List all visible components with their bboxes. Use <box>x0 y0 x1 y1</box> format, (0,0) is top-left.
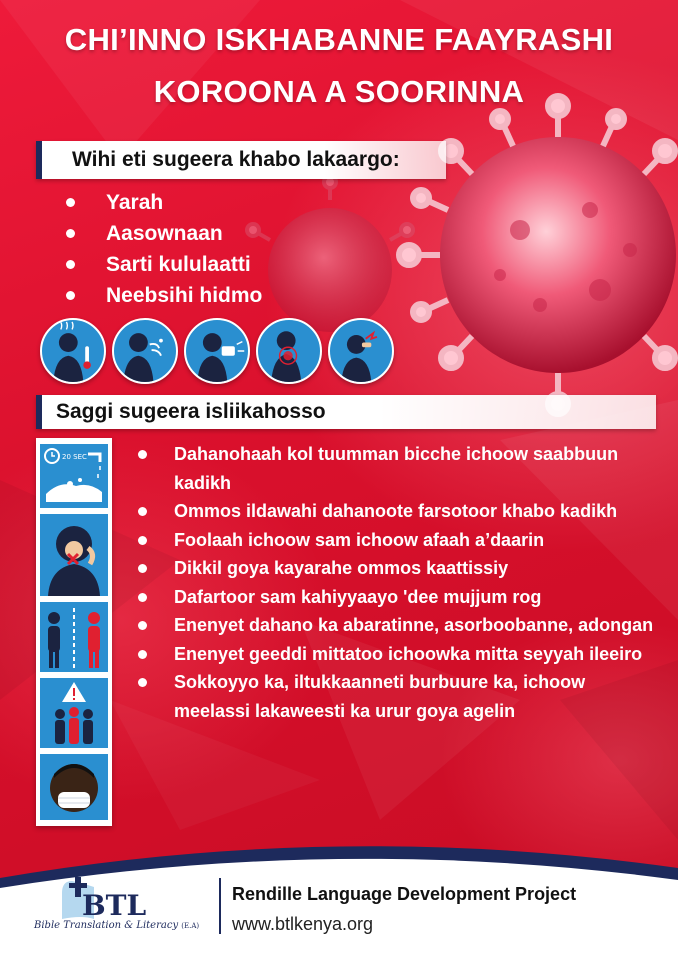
prevention-item: Sokkoyyo ka, iltukkaanneti burbuure ka, ichoow meelassi lakaweesti ka urur goya agelin <box>138 668 658 725</box>
project-name: Rendille Language Development Project <box>232 884 577 904</box>
logo-caption-suffix: (E.A) <box>181 922 200 930</box>
prevention-item: Enenyet dahano ka abaratinne, asorboobanne, adongan <box>138 611 658 640</box>
prevention-list <box>138 440 658 725</box>
symptoms-heading: Wihi eti sugeera khabo lakaargo: <box>36 141 446 179</box>
title-line-1: CHI’INNO ISKHABANNE FAAYRASHI <box>64 22 614 57</box>
sneeze-icon <box>184 318 250 384</box>
fever-icon <box>40 318 106 384</box>
prevention-item: Dikkil goya kayarahe ommos kaattissiy <box>138 554 658 583</box>
symptoms-list <box>66 187 262 311</box>
prevention-item: Dahanohaah kol tuumman bicche ichoow saabbuun kadikh <box>138 440 658 497</box>
symptom-item: Yarah <box>66 187 262 218</box>
avoid-crowds-icon <box>40 678 108 748</box>
cough-icon <box>112 318 178 384</box>
timer-label: 20 SEC <box>62 453 87 461</box>
handwashing-icon <box>40 444 108 508</box>
prevention-item: Enenyet geeddi mittatoo ichoowka mitta seyyah ileeiro <box>138 640 658 669</box>
prevention-heading: Saggi sugeera isliikahosso <box>36 395 656 429</box>
symptom-item: Sarti kululaatti <box>66 249 262 280</box>
footer-divider <box>219 878 221 934</box>
logo-caption-text: Bible Translation & Literacy <box>34 920 179 931</box>
symptom-item: Aasownaan <box>66 218 262 249</box>
prevention-item: Ommos ildawahi dahanoote farsotoor khabo kadikh <box>138 497 658 526</box>
title-line-2: KOROONA A SOORINNA <box>153 74 525 109</box>
prevention-item: Foolaah ichoow sam ichoow afaah a’daarin <box>138 526 658 555</box>
sore-throat-icon <box>256 318 322 384</box>
face-mask-icon <box>40 754 108 820</box>
headache-icon <box>328 318 394 384</box>
website-link[interactable]: www.btlkenya.org <box>232 914 374 934</box>
logo-caption <box>34 920 199 931</box>
prevention-icons-panel <box>36 438 112 826</box>
symptom-item: Neebsihi hidmo <box>66 280 262 311</box>
prevention-item: Dafartoor sam kahiyyaayo 'dee mujjum rog <box>138 583 658 612</box>
logo-text: BTL <box>82 889 147 922</box>
social-distance-icon <box>40 602 108 672</box>
no-touch-face-icon <box>40 514 108 596</box>
